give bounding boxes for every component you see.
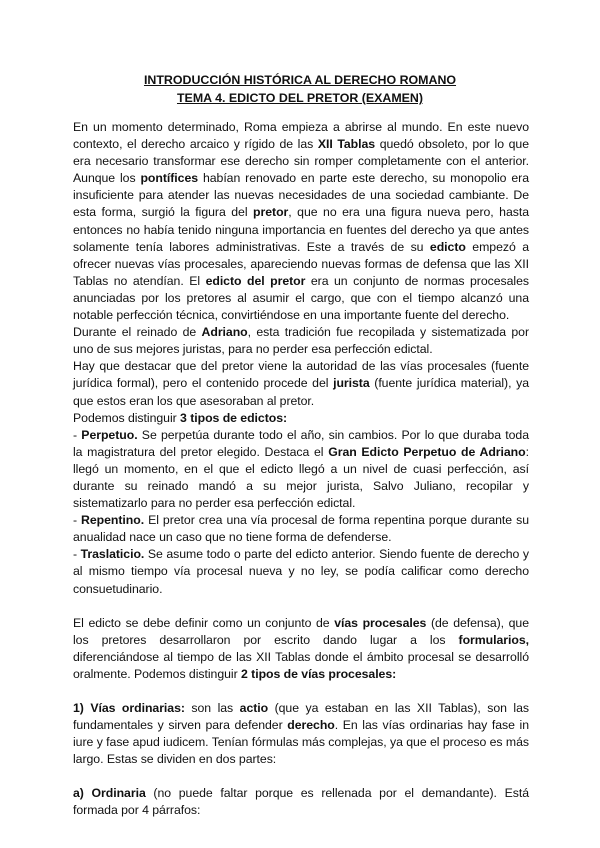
bold-term: pontífices xyxy=(140,171,199,186)
document-title: INTRODUCCIÓN HISTÓRICA AL DERECHO ROMANO xyxy=(143,73,457,87)
bold-term: edicto xyxy=(429,239,466,254)
bold-term: XII Tablas xyxy=(317,137,376,152)
bold-term: formularios, xyxy=(458,632,529,647)
text-run: diferenciándose al tiempo de las XII Tablas donde el ámbito procesal se desarrolló oralmente. Podemos distinguir xyxy=(73,649,529,681)
paragraph-edict-types-heading xyxy=(73,410,529,427)
text-run: son las xyxy=(184,701,240,715)
bold-term: actio xyxy=(239,701,269,715)
text-run: quedó obsoleto, por lo que era necesario transformar ese derecho sin romper completamente con el anterior. Aunque los xyxy=(73,137,529,186)
bold-term: 3 tipos de edictos: xyxy=(180,410,288,425)
text-run: : llegó un momento, en el que el edicto llegó a un nivel de cuasi perfección, así durante su reinado mandó a su mejor jurista, Salvo Juliano, recopilar y sistematizarlo para no perder esa perfección edictal. xyxy=(73,444,529,511)
bold-term: Gran Edicto Perpetuo de Adriano xyxy=(328,444,526,459)
text-run: - xyxy=(73,513,82,528)
text-run: empezó a ofrecer nuevas vías procesales, apareciendo nuevas formas de defensa que las XII Tablas no atendían. El xyxy=(73,239,529,288)
text-run: Se perpetúa durante todo el año, sin cambios. Por lo que duraba toda la magistratura del pretor elegido. Destaca el xyxy=(73,427,529,459)
text-run: habían renovado en parte este derecho, su monopolio era insuficiente para atender las nuevas necesidades de una sociedad cambiante. De esta forma, surgió la figura del xyxy=(73,171,529,220)
text-run: El pretor crea una vía procesal de forma repentina porque durante su anualidad nace un caso que no tiene forma de defenderse. xyxy=(73,513,529,545)
bold-term: Traslaticio. xyxy=(80,547,145,562)
document-header xyxy=(0,71,600,107)
text-run: (de defensa), que los pretores desarrollaron por escrito dando lugar a los xyxy=(73,615,530,647)
text-run: (que ya estaban en las XII Tablas), son las fundamentales y sirven para defender xyxy=(73,701,529,733)
document-subtitle: TEMA 4. EDICTO DEL PRETOR (EXAMEN) xyxy=(176,91,423,105)
paragraph-vias-ordinarias xyxy=(73,700,529,768)
bold-term: 2 tipos de vías procesales: xyxy=(241,666,397,681)
text-run: . En las vías ordinarias hay fase in iure y fase apud iudicem. Tenían fórmulas más complejas, ya que el proceso es más largo. Estas se dividen en dos partes: xyxy=(73,718,529,767)
text-run: - xyxy=(73,427,82,442)
text-run: , esta tradición fue recopilada y sistematizada por uno de sus mejores juristas, para no perder esa perfección edictal. xyxy=(73,325,529,357)
text-run: Podemos distinguir xyxy=(73,410,181,425)
bold-term: jurista xyxy=(333,376,370,391)
bold-term: derecho xyxy=(287,718,335,733)
text-run: En un momento determinado, Roma empieza a abrirse al mundo. En este nuevo contexto, el derecho arcaico y rígido de las xyxy=(73,120,529,152)
text-run: El edicto se debe definir como un conjunto de xyxy=(73,615,335,630)
bold-term: a) Ordinaria xyxy=(73,786,146,801)
bold-term: vías procesales xyxy=(334,615,427,630)
document-body xyxy=(73,119,529,820)
paragraph-vias-procesales xyxy=(73,615,529,683)
bold-term: 1) Vías ordinarias: xyxy=(73,701,185,715)
bold-term: pretor xyxy=(253,205,289,220)
text-run: Hay que destacar que del pretor viene la autoridad de las vías procesales (fuente jurídica formal), pero el contenido procede del xyxy=(73,359,529,391)
bold-term: Repentino. xyxy=(81,513,145,528)
list-item-traslaticio xyxy=(73,546,529,597)
text-run: Durante el reinado de xyxy=(73,325,202,340)
paragraph-adriano xyxy=(73,324,529,358)
paragraph-ordinaria xyxy=(73,785,529,819)
bold-term: edicto del pretor xyxy=(205,273,306,288)
paragraph-jurista xyxy=(73,358,529,409)
bold-term: Adriano xyxy=(201,325,248,340)
text-run: (fuente jurídica material), ya que estos eran los que asesoraban al pretor. xyxy=(73,376,529,408)
paragraph-intro xyxy=(73,119,529,324)
text-run: , que no era una figura nueva pero, hasta entonces no había tenido ninguna importancia en fuentes del derecho ya que antes solamente tenía labores administrativas. Este a través de su xyxy=(73,205,529,254)
spacer xyxy=(73,768,529,785)
text-run: (no puede faltar porque es rellenada por el demandante). Está formada por 4 párrafos: xyxy=(73,786,530,818)
bold-term: Perpetuo. xyxy=(81,427,138,442)
spacer xyxy=(73,683,529,700)
list-item-perpetuo xyxy=(73,427,529,512)
spacer xyxy=(73,598,529,615)
text-run: era un conjunto de normas procesales anunciadas por los pretores al asumir el cargo, que con el tiempo alcanzó una notable perfección técnica, convirtiéndose en una importante fuente del derecho. xyxy=(73,273,529,323)
text-run: - xyxy=(73,547,81,562)
text-run: Se asume todo o parte del edicto anterior. Siendo fuente de derecho y al mismo tiempo vía procesal nueva y no ley, se podía calificar como derecho consuetudinario. xyxy=(73,547,529,596)
list-item-repentino xyxy=(73,512,529,546)
